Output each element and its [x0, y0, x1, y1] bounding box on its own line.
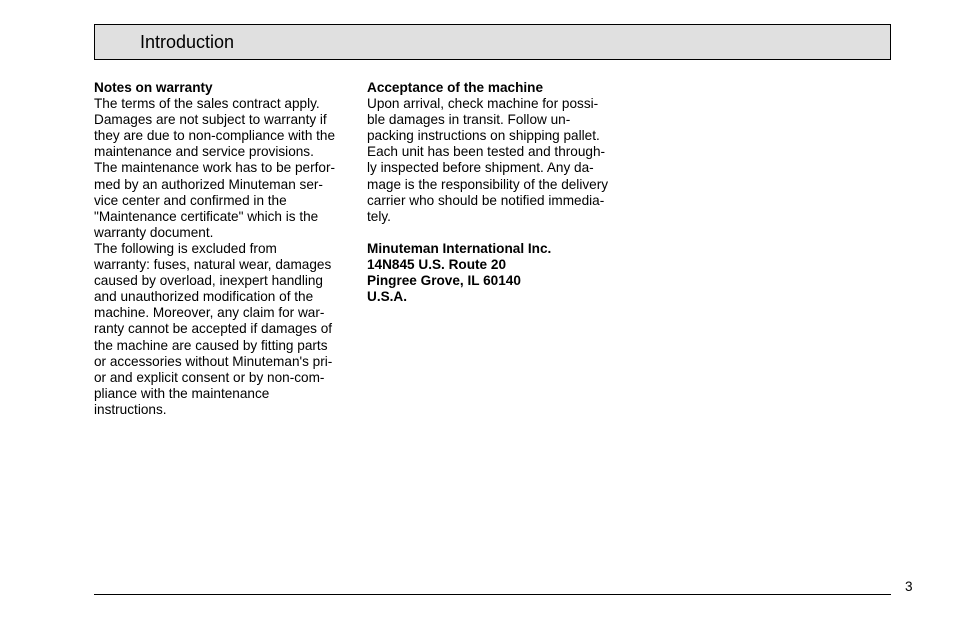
text-line: The following is excluded from — [94, 240, 277, 256]
acceptance-text — [367, 96, 629, 225]
text-line: "Maintenance certificate" which is the — [94, 208, 319, 224]
warranty-text — [94, 96, 356, 418]
text-line: Each unit has been tested and through- — [367, 144, 606, 160]
text-line: maintenance and service provisions. — [94, 144, 314, 160]
text-line: Damages are not subject to warranty if — [94, 112, 327, 128]
text-line: warranty document. — [94, 224, 214, 240]
text-line: ly inspected before shipment. Any da- — [367, 160, 594, 176]
warranty-heading: Notes on warranty — [94, 80, 213, 95]
section-header-bar — [94, 24, 891, 60]
text-line: they are due to non-compliance with the — [94, 128, 336, 144]
address-company-name: Minuteman International Inc. — [367, 240, 552, 256]
text-line: or accessories without Minuteman's pri- — [94, 353, 333, 369]
page-number: 3 — [905, 579, 913, 594]
text-line: machine. Moreover, any claim for war- — [94, 305, 325, 321]
text-line: Upon arrival, check machine for possi- — [367, 96, 599, 112]
company-address — [367, 241, 629, 305]
text-line: warranty: fuses, natural wear, damages — [94, 257, 332, 273]
text-line: or and explicit consent or by non-com- — [94, 369, 325, 385]
text-line: ble damages in transit. Follow un- — [367, 112, 571, 128]
address-street: 14N845 U.S. Route 20 — [367, 257, 507, 273]
text-line: The maintenance work has to be perfor- — [94, 160, 336, 176]
text-line: caused by overload, inexpert handling — [94, 273, 323, 289]
text-line: The terms of the sales contract apply. — [94, 96, 320, 112]
text-line: carrier who should be notified immedia- — [367, 192, 605, 208]
text-line: and unauthorized modification of the — [94, 289, 314, 305]
text-line: med by an authorized Minuteman ser- — [94, 176, 323, 192]
text-line: vice center and confirmed in the — [94, 192, 287, 208]
warranty-column — [94, 80, 356, 418]
text-line: mage is the responsibility of the delivery — [367, 176, 609, 192]
spacer — [367, 225, 629, 241]
text-line: pliance with the maintenance — [94, 385, 270, 401]
text-line: the machine are caused by fitting parts — [94, 337, 328, 353]
text-line: tely. — [367, 208, 391, 224]
acceptance-heading: Acceptance of the machine — [367, 80, 544, 95]
address-country: U.S.A. — [367, 289, 408, 305]
text-line: instructions. — [94, 401, 167, 417]
page-title: Introduction — [140, 32, 235, 52]
text-line: ranty cannot be accepted if damages of — [94, 321, 333, 337]
address-city: Pingree Grove, IL 60140 — [367, 273, 521, 289]
text-line: packing instructions on shipping pallet. — [367, 128, 600, 144]
footer-divider — [94, 594, 891, 595]
acceptance-column — [367, 80, 629, 305]
